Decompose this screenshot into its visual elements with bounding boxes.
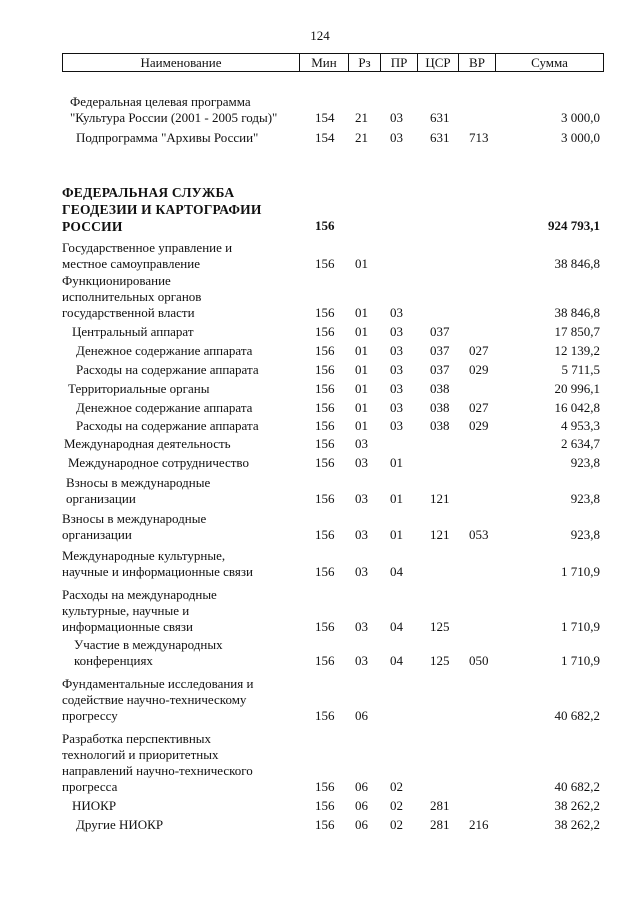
row-csr: 038	[430, 418, 450, 433]
row-pr: 02	[390, 779, 403, 794]
row-sum: 40 682,2	[554, 708, 600, 723]
row-min: 156	[315, 564, 335, 579]
row-min: 156	[315, 798, 335, 813]
row-min: 156	[315, 779, 335, 794]
row-csr: 125	[430, 619, 450, 634]
row-rz: 03	[355, 491, 368, 506]
row-sum: 16 042,8	[554, 400, 600, 415]
row-name: Денежное содержание аппарата	[76, 343, 253, 358]
row-rz: 06	[355, 708, 368, 723]
row-sum: 923,8	[570, 491, 600, 506]
table-header	[62, 53, 604, 72]
row-pr: 03	[390, 305, 403, 320]
row-csr: 037	[430, 343, 450, 358]
row-min: 156	[315, 218, 335, 233]
row-rz: 03	[355, 619, 368, 634]
row-pr: 03	[390, 324, 403, 339]
row-csr: 037	[430, 362, 450, 377]
row-name: ФЕДЕРАЛЬНАЯ СЛУЖБА ГЕОДЕЗИИ И КАРТОГРАФИИ РОССИИ	[62, 185, 262, 234]
row-min: 156	[315, 305, 335, 320]
row-vr: 029	[469, 418, 489, 433]
row-name: Функционирование исполнительных органов государственной власти	[62, 273, 202, 320]
row-min: 156	[315, 400, 335, 415]
row-vr: 713	[469, 130, 489, 145]
row-csr: 631	[430, 110, 450, 125]
row-name: Взносы в международные организации	[66, 475, 211, 506]
row-sum: 2 634,7	[561, 436, 600, 451]
row-vr: 050	[469, 653, 489, 668]
row-pr: 03	[390, 418, 403, 433]
row-sum: 38 262,2	[554, 817, 600, 832]
row-pr: 02	[390, 817, 403, 832]
row-name: Разработка перспективных технологий и приоритетных направлений научно-технического прогресса	[62, 731, 253, 794]
row-name: Федеральная целевая программа "Культура России (2001 - 2005 годы)"	[70, 94, 278, 125]
row-min: 156	[315, 256, 335, 271]
page-number: 124	[310, 28, 330, 43]
row-vr: 216	[469, 817, 489, 832]
row-pr: 02	[390, 798, 403, 813]
row-csr: 121	[430, 491, 450, 506]
row-pr: 04	[390, 619, 403, 634]
row-csr: 125	[430, 653, 450, 668]
row-name: Взносы в международные организации	[62, 511, 207, 542]
row-name: Центральный аппарат	[72, 324, 194, 339]
row-sum: 1 710,9	[561, 653, 600, 668]
row-rz: 01	[355, 418, 368, 433]
row-pr: 04	[390, 653, 403, 668]
row-rz: 21	[355, 110, 368, 125]
header-vr: ВР	[469, 55, 485, 70]
row-vr: 027	[469, 343, 489, 358]
row-min: 156	[315, 455, 335, 470]
row-name: Другие НИОКР	[76, 817, 164, 832]
row-name: Международные культурные, научные и информационные связи	[62, 548, 253, 579]
row-rz: 01	[355, 256, 368, 271]
row-csr: 037	[430, 324, 450, 339]
row-pr: 01	[390, 455, 403, 470]
row-min: 154	[315, 130, 335, 145]
row-sum: 923,8	[570, 527, 600, 542]
row-min: 156	[315, 436, 335, 451]
row-rz: 03	[355, 653, 368, 668]
row-rz: 03	[355, 436, 368, 451]
row-name: Подпрограмма "Архивы России"	[76, 130, 259, 145]
row-min: 156	[315, 324, 335, 339]
row-name: Фундаментальные исследования и содействие научно-техническому прогрессу	[62, 676, 254, 723]
row-sum: 17 850,7	[554, 324, 600, 339]
row-pr: 01	[390, 527, 403, 542]
row-pr: 03	[390, 381, 403, 396]
row-sum: 3 000,0	[561, 110, 600, 125]
header-min: Мин	[311, 55, 337, 70]
row-name: Участие в международных конференциях	[74, 637, 223, 668]
row-csr: 121	[430, 527, 450, 542]
row-sum: 38 846,8	[554, 256, 600, 271]
row-rz: 01	[355, 400, 368, 415]
row-csr: 281	[430, 817, 450, 832]
row-pr: 03	[390, 110, 403, 125]
row-sum: 1 710,9	[561, 619, 600, 634]
row-rz: 06	[355, 779, 368, 794]
row-min: 156	[315, 343, 335, 358]
row-sum: 38 262,2	[554, 798, 600, 813]
row-pr: 01	[390, 491, 403, 506]
row-rz: 01	[355, 362, 368, 377]
row-sum: 40 682,2	[554, 779, 600, 794]
row-csr: 631	[430, 130, 450, 145]
row-sum: 4 953,3	[561, 418, 600, 433]
row-sum: 5 711,5	[561, 362, 600, 377]
row-min: 154	[315, 110, 335, 125]
row-min: 156	[315, 527, 335, 542]
row-name: Территориальные органы	[68, 381, 210, 396]
row-pr: 03	[390, 130, 403, 145]
row-sum: 924 793,1	[548, 218, 600, 233]
header-rz: Рз	[358, 55, 371, 70]
row-pr: 03	[390, 362, 403, 377]
row-min: 156	[315, 817, 335, 832]
header-name: Наименование	[140, 55, 222, 70]
row-rz: 06	[355, 798, 368, 813]
row-csr: 281	[430, 798, 450, 813]
row-sum: 20 996,1	[554, 381, 600, 396]
row-vr: 027	[469, 400, 489, 415]
row-rz: 01	[355, 381, 368, 396]
row-name: НИОКР	[72, 798, 117, 813]
row-pr: 04	[390, 564, 403, 579]
row-sum: 12 139,2	[554, 343, 600, 358]
row-name: Расходы на содержание аппарата	[76, 418, 259, 433]
row-min: 156	[315, 708, 335, 723]
row-sum: 1 710,9	[561, 564, 600, 579]
row-min: 156	[315, 653, 335, 668]
row-rz: 21	[355, 130, 368, 145]
row-csr: 038	[430, 381, 450, 396]
header-csr: ЦСР	[425, 55, 451, 70]
row-rz: 01	[355, 324, 368, 339]
row-min: 156	[315, 418, 335, 433]
row-pr: 03	[390, 400, 403, 415]
header-pr: ПР	[390, 55, 408, 70]
row-rz: 01	[355, 343, 368, 358]
row-sum: 3 000,0	[561, 130, 600, 145]
row-rz: 06	[355, 817, 368, 832]
row-pr: 03	[390, 343, 403, 358]
row-sum: 923,8	[570, 455, 600, 470]
row-rz: 03	[355, 455, 368, 470]
row-min: 156	[315, 362, 335, 377]
row-name: Расходы на содержание аппарата	[76, 362, 259, 377]
row-name: Государственное управление и местное самоуправление	[62, 240, 233, 271]
row-name: Расходы на международные культурные, научные и информационные связи	[62, 587, 217, 634]
row-sum: 38 846,8	[554, 305, 600, 320]
row-csr: 038	[430, 400, 450, 415]
row-min: 156	[315, 381, 335, 396]
header-sum: Сумма	[531, 55, 568, 70]
row-rz: 03	[355, 564, 368, 579]
row-min: 156	[315, 491, 335, 506]
row-vr: 053	[469, 527, 489, 542]
row-rz: 01	[355, 305, 368, 320]
row-name: Денежное содержание аппарата	[76, 400, 253, 415]
row-name: Международная деятельность	[64, 436, 231, 451]
row-vr: 029	[469, 362, 489, 377]
row-name: Международное сотрудничество	[68, 455, 249, 470]
row-min: 156	[315, 619, 335, 634]
row-rz: 03	[355, 527, 368, 542]
